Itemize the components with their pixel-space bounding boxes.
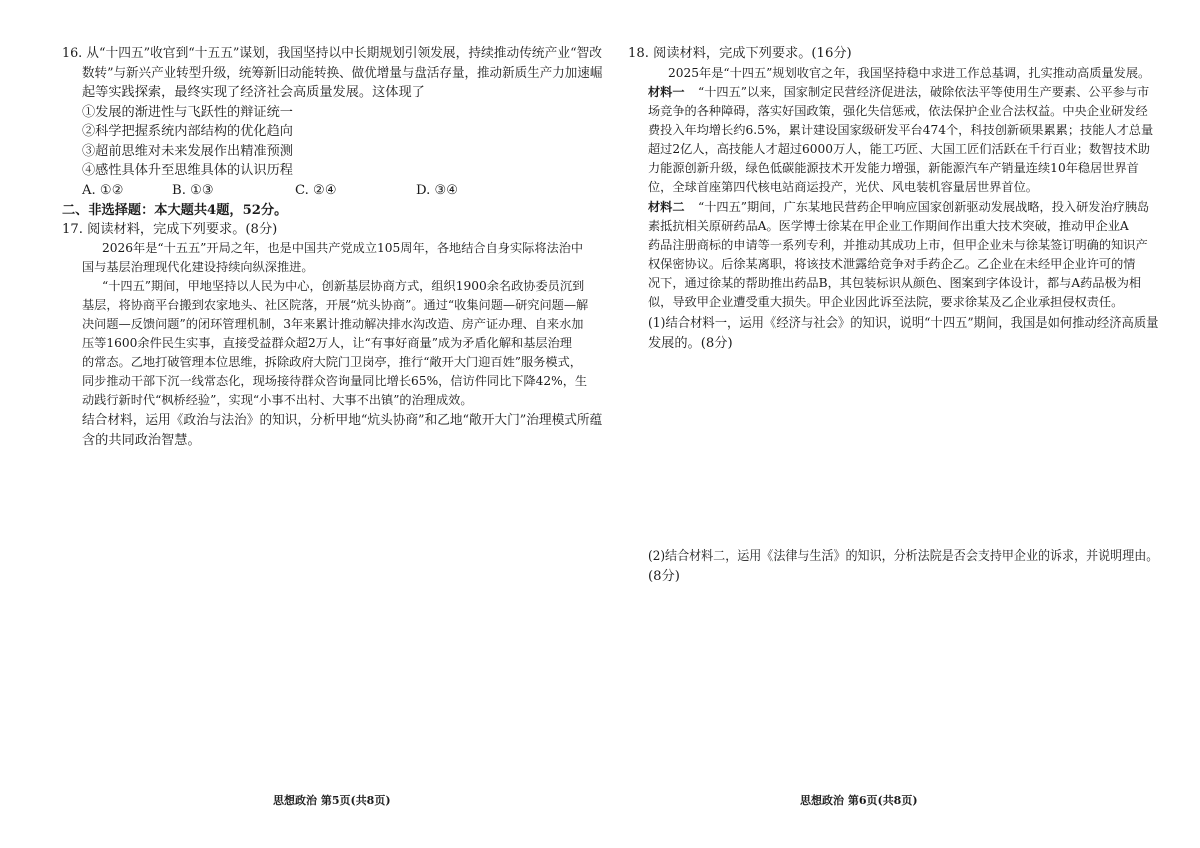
q16-statement-2: ②科学把握系统内部结构的优化趋向 [82, 124, 293, 139]
q16-option-a: A. ①② [82, 183, 124, 198]
q18-material-1-line-1: “十四五”以来，国家制定民营经济促进法，破除依法平等使用生产要素、公平参与市 [698, 85, 1150, 99]
q18-material-2-line-5: 况下，通过徐某的帮助推出药品B，其包装标识从颜色、图案到字体设计，都与A药品极为相 [648, 276, 1142, 290]
q17-material-line-8: 同步推动干部下沉一线常态化，现场接待群众咨询量同比增长65%，信访件同比下降42%，生 [82, 374, 588, 388]
q16-statement-4: ④感性具体升至思维具体的认识历程 [82, 163, 293, 178]
q17-task-line-2: 含的共同政治智慧。 [82, 433, 201, 448]
q18-sub1-line-2: 发展的。(8分) [648, 336, 733, 351]
q16-statement-1: ①发展的渐进性与飞跃性的辩证统一 [82, 105, 293, 120]
q17-material-line-2: 国与基层治理现代化建设持续向纵深推进。 [82, 260, 314, 274]
q17-material-line-9: 动践行新时代“枫桥经验”，实现“小事不出村、大事不出镇”的治理成效。 [82, 393, 473, 407]
q18-material-2-line-3: 药品注册商标的申请等一系列专利，并推动其成功上市，但甲企业未与徐某签订明确的知识产 [648, 238, 1148, 252]
q18-sub2-line-1: (2)结合材料二，运用《法律与生活》的知识，分析法院是否会支持甲企业的诉求，并说明理由。 [648, 549, 1159, 564]
q18-material-1-label: 材料一 [648, 85, 685, 99]
q18-material-1-line-3: 费投入年均增长约6.5%，累计建设国家级研发平台474个，科技创新硕果累累；技能人才总量 [648, 123, 1154, 137]
q18-material-2-line-6: 似，导致甲企业遭受重大损失。甲企业因此诉至法院，要求徐某及乙企业承担侵权责任。 [648, 295, 1124, 309]
q17-material-line-7: 的常态。乙地打破管理本位思维，拆除政府大院门卫岗亭，推行“敞开大门迎百姓”服务模式， [82, 355, 582, 369]
q18-material-1-line-6: 位，全球首座第四代核电站商运投产，光伏、风电装机容量居世界首位。 [648, 180, 1038, 194]
q16-option-d: D. ③④ [416, 183, 459, 198]
q16-option-b: B. ①③ [172, 183, 214, 198]
q16-stem-line-2: 数转”与新兴产业转型升级，统筹新旧动能转换、做优增量与盘活存量，推动新质生产力加速崛 [82, 66, 603, 81]
q18-material-1-line-5: 力能源创新升级，绿色低碳能源技术开发能力增强，新能源汽车产销量连续10年稳居世界首 [648, 161, 1139, 175]
q17-material-line-5: 决问题—反馈问题”的闭环管理机制，3年来累计推动解决排水沟改造、房产证办理、自来水加 [82, 317, 584, 331]
q16-statement-3: ③超前思维对未来发展作出精准预测 [82, 144, 293, 159]
q16-stem-line-3: 起等实践探索，最终实现了经济社会高质量发展。这体现了 [82, 85, 425, 100]
q17-material-line-6: 压等1600余件民生实事，直接受益群众超2万人，让“有事好商量”成为矛盾化解和基层治理 [82, 336, 572, 350]
q17-material-line-1: 2026年是“十五五”开局之年，也是中国共产党成立105周年，各地结合自身实际将法治中 [102, 241, 584, 255]
q18-stem: 18. 阅读材料，完成下列要求。(16分) [628, 46, 852, 61]
page-5-footer: 思想政治 第5页(共8页) [273, 794, 391, 807]
q17-material-line-3: “十四五”期间，甲地坚持以人民为中心，创新基层协商方式，组织1900余名政协委员沉到 [102, 279, 585, 293]
q17-stem: 17. 阅读材料，完成下列要求。(8分) [62, 222, 278, 237]
q18-material-1-line-4: 超过2亿人，高技能人才超过6000万人，能工巧匠、大国工匠们活跃在千行百业；数智技术助 [648, 142, 1150, 156]
section-2-heading: 二、非选择题：本大题共4题，52分。 [62, 203, 288, 218]
q18-material-2-line-2: 素抵抗相关原研药品A。医学博士徐某在甲企业工作期间作出重大技术突破，推动甲企业A [648, 219, 1129, 233]
q18-material-2-line-1: “十四五”期间，广东某地民营药企甲响应国家创新驱动发展战略，投入研发治疗胰岛 [698, 200, 1150, 214]
q18-sub2-line-2: (8分) [648, 569, 680, 584]
q18-material-2-line-4: 权保密协议。后徐某离职，将该技术泄露给竞争对手药企乙。乙企业在未经甲企业许可的情 [648, 257, 1136, 271]
q16-stem-line-1: 16. 从“十四五”收官到“十五五”谋划，我国坚持以中长期规划引领发展，持续推动传统产业“智改 [62, 46, 603, 61]
q17-material-line-4: 基层，将协商平台搬到农家地头、社区院落，开展“炕头协商”。通过“收集问题—研究问题—解 [82, 298, 589, 312]
q16-option-c: C. ②④ [295, 183, 337, 198]
q18-intro: 2025年是“十四五”规划收官之年，我国坚持稳中求进工作总基调，扎实推动高质量发展。 [668, 66, 1151, 80]
q18-material-2-label: 材料二 [648, 200, 685, 214]
q17-task-line-1: 结合材料，运用《政治与法治》的知识，分析甲地“炕头协商”和乙地“敞开大门”治理模式所蕴 [82, 413, 603, 428]
q18-material-1-line-2: 场竞争的各种障碍，落实好国政策，强化失信惩戒，依法保护企业合法权益。中央企业研发经 [648, 104, 1148, 118]
q18-sub1-line-1: (1)结合材料一，运用《经济与社会》的知识，说明“十四五”期间，我国是如何推动经济高质量 [648, 316, 1159, 331]
page-6-footer: 思想政治 第6页(共8页) [800, 794, 918, 807]
